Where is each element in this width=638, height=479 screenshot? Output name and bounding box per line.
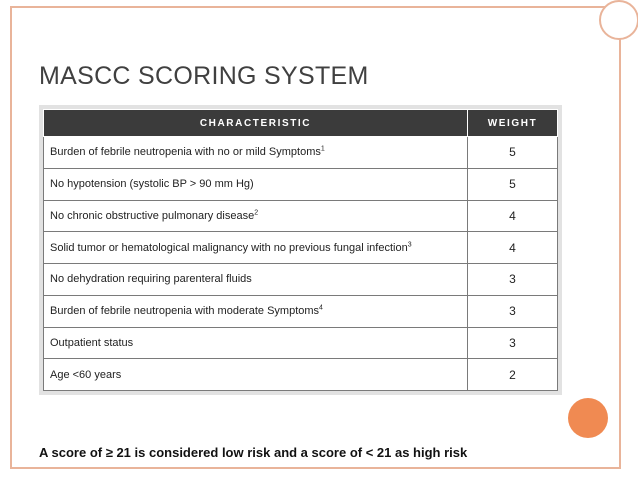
footnote-marker: 2 [254,209,259,217]
characteristic-text: No hypotension (systolic BP > 90 mm Hg) [50,178,254,191]
characteristic-text: Burden of febrile neutropenia with no or mild Symptoms [50,146,321,159]
characteristic-cell [44,232,468,264]
weight-cell: 2 [468,359,558,391]
header-characteristic: CHARACTERISTIC [44,110,468,137]
characteristic-text: Outpatient status [50,336,134,349]
weight-cell: 3 [468,295,558,327]
weight-cell: 4 [468,200,558,232]
header-weight: WEIGHT [468,110,558,137]
table-row [44,295,558,327]
characteristic-cell [44,327,468,359]
weight-cell: 5 [468,137,558,169]
table-row [44,137,558,169]
weight-cell: 5 [468,168,558,200]
slide-title: MASCC SCORING SYSTEM [39,62,369,90]
characteristic-text: Solid tumor or hematological malignancy with no previous fungal infection [50,241,408,254]
characteristic-cell [44,295,468,327]
table-row [44,359,558,391]
table-row [44,264,558,296]
decorative-circle-accent [568,398,608,438]
characteristic-text: No dehydration requiring parenteral fluids [50,273,252,286]
characteristic-cell [44,264,468,296]
table-row [44,168,558,200]
characteristic-text: Age <60 years [50,368,122,381]
footnote-marker: 1 [320,145,325,153]
characteristic-cell [44,137,468,169]
weight-cell: 4 [468,232,558,264]
characteristic-text: No chronic obstructive pulmonary disease [50,209,255,222]
table-row [44,232,558,264]
decorative-circle-top [599,0,638,40]
table-header-row [44,110,558,137]
scoring-table [43,109,558,391]
table-row [44,327,558,359]
table-row [44,200,558,232]
scoring-table-container [39,105,562,395]
characteristic-cell [44,359,468,391]
footnote-marker: 4 [319,304,323,312]
characteristic-cell [44,168,468,200]
footnote-marker: 3 [407,240,412,248]
weight-cell: 3 [468,264,558,296]
characteristic-cell [44,200,468,232]
risk-footnote: A score of ≥ 21 is considered low risk and a score of < 21 as high risk [39,445,468,460]
weight-cell: 3 [468,327,558,359]
characteristic-text: Burden of febrile neutropenia with moderate Symptoms [50,305,320,318]
